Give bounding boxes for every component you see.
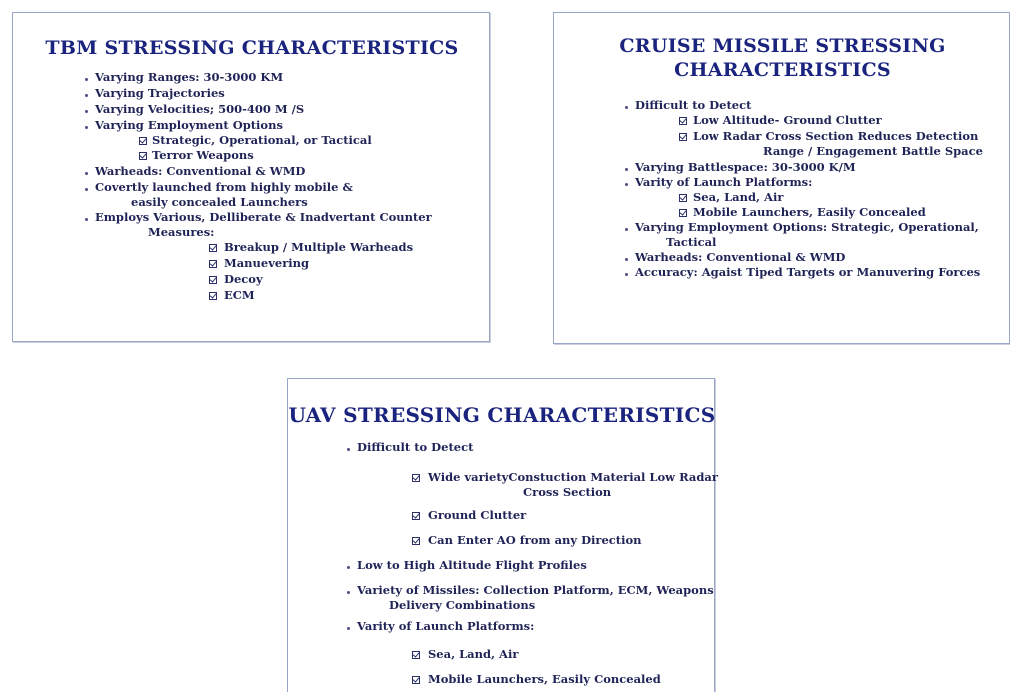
- uav-title: UAV STRESSING CHARACTERISTICS: [288, 403, 716, 427]
- tbm-line: Varying Employment Options: [95, 118, 283, 132]
- checkbox-icon: [209, 292, 217, 300]
- uav-subline: Wide varietyConstuction Material Low Radar: [428, 470, 718, 484]
- tbm-title: TBM STRESSING CHARACTERISTICS: [45, 37, 459, 59]
- tbm-subline: Strategic, Operational, or Tactical: [152, 133, 372, 147]
- tbm-subline: Manuevering: [224, 256, 310, 270]
- bullet-icon: [625, 168, 628, 171]
- checkbox-icon: [412, 651, 420, 659]
- uav-line: Low to High Altitude Flight Profiles: [357, 558, 587, 572]
- checkbox-icon: [209, 260, 217, 268]
- bullet-icon: [85, 172, 88, 175]
- tbm-line: Varying Velocities; 500-400 M /S: [95, 102, 305, 116]
- checkbox-icon: [209, 244, 217, 252]
- cruise-title-line2: CHARACTERISTICS: [674, 59, 891, 81]
- cruise-line: Varying Employment Options: Strategic, Operational,: [635, 220, 979, 234]
- bullet-icon: [625, 258, 628, 261]
- cruise-subline: Mobile Launchers, Easily Concealed: [693, 205, 926, 219]
- uav-subline: Sea, Land, Air: [428, 647, 519, 661]
- checkbox-icon: [412, 676, 420, 684]
- bullet-icon: [625, 273, 628, 276]
- cruise-subline-continued: Range / Engagement Battle Space: [763, 144, 983, 158]
- cruise-line: Varying Battlespace: 30-3000 K/M: [635, 160, 856, 174]
- bullet-icon: [347, 566, 350, 569]
- cruise-subline: Sea, Land, Air: [693, 190, 784, 204]
- cruise-line-continued: Tactical: [666, 235, 717, 249]
- checkbox-icon: [139, 137, 147, 145]
- bullet-icon: [85, 126, 88, 129]
- bullet-icon: [347, 448, 350, 451]
- tbm-line-continued: Measures:: [148, 225, 215, 239]
- tbm-line: Covertly launched from highly mobile &: [95, 180, 353, 194]
- tbm-line: Employs Various, Delliberate & Inadvertant Counter: [95, 210, 432, 224]
- bullet-icon: [625, 183, 628, 186]
- checkbox-icon: [412, 512, 420, 520]
- tbm-subline: Breakup / Multiple Warheads: [224, 240, 414, 254]
- uav-subline: Mobile Launchers, Easily Concealed: [428, 672, 661, 686]
- checkbox-icon: [412, 537, 420, 545]
- tbm-line: Varying Ranges: 30-3000 KM: [95, 70, 284, 84]
- bullet-icon: [85, 78, 88, 81]
- checkbox-icon: [679, 133, 687, 141]
- checkbox-icon: [412, 474, 420, 482]
- tbm-slide: [12, 12, 490, 342]
- bullet-icon: [85, 94, 88, 97]
- uav-subline: Ground Clutter: [428, 508, 527, 522]
- checkbox-icon: [139, 152, 147, 160]
- uav-line-continued: Delivery Combinations: [389, 598, 536, 612]
- checkbox-icon: [679, 209, 687, 217]
- uav-subline-continued: Cross Section: [523, 485, 612, 499]
- tbm-line: Warheads: Conventional & WMD: [95, 164, 306, 178]
- bullet-icon: [347, 591, 350, 594]
- bullet-icon: [85, 110, 88, 113]
- cruise-subline: Low Radar Cross Section Reduces Detection: [693, 129, 979, 143]
- cruise-subline: Low Altitude- Ground Clutter: [693, 113, 882, 127]
- checkbox-icon: [209, 276, 217, 284]
- uav-line: Difficult to Detect: [357, 440, 474, 454]
- uav-line: Variety of Missiles: Collection Platform, ECM, Weapons: [357, 583, 714, 597]
- cruise-line: Varity of Launch Platforms:: [635, 175, 813, 189]
- uav-subline: Can Enter AO from any Direction: [428, 533, 642, 547]
- bullet-icon: [625, 228, 628, 231]
- tbm-subline: ECM: [224, 288, 255, 302]
- bullet-icon: [85, 188, 88, 191]
- bullet-icon: [85, 218, 88, 221]
- tbm-subline: Terror Weapons: [152, 148, 254, 162]
- cruise-line: Accuracy: Agaist Tiped Targets or Manuvering Forces: [635, 265, 981, 279]
- tbm-line: Varying Trajectories: [95, 86, 225, 100]
- tbm-subline: Decoy: [224, 272, 263, 286]
- cruise-missile-slide: [553, 12, 1010, 344]
- checkbox-icon: [679, 117, 687, 125]
- tbm-line-continued: easily concealed Launchers: [131, 195, 308, 209]
- cruise-line: Warheads: Conventional & WMD: [635, 250, 846, 264]
- cruise-title-line1: CRUISE MISSILE STRESSING: [619, 35, 946, 57]
- uav-line: Varity of Launch Platforms:: [357, 619, 535, 633]
- cruise-line: Difficult to Detect: [635, 98, 752, 112]
- checkbox-icon: [679, 194, 687, 202]
- uav-slide: [287, 378, 718, 692]
- bullet-icon: [625, 106, 628, 109]
- bullet-icon: [347, 627, 350, 630]
